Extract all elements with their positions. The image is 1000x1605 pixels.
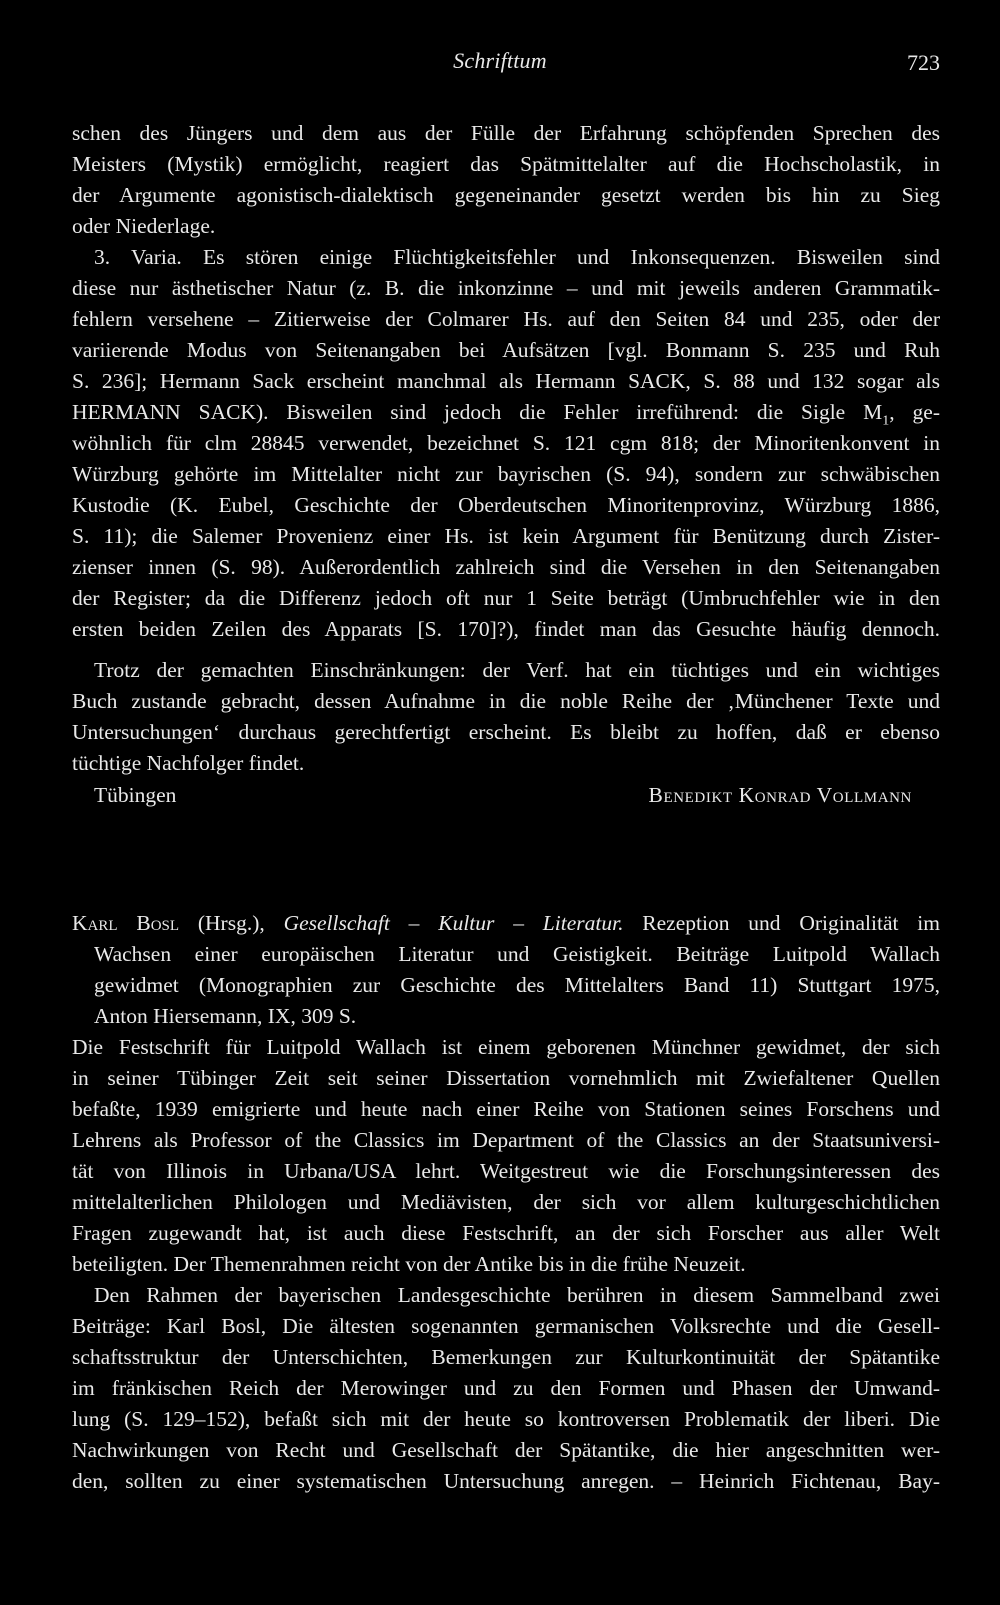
text-line: zienser innen (S. 98). Außerordentlich zahlreich sind die Versehen in den Seitenangaben	[72, 555, 940, 579]
text-line: lung (S. 129–152), befaßt sich mit der heute so kontroversen Problematik der liberi. Die	[72, 1407, 940, 1431]
text-line: diese nur ästhetischer Natur (z. B. die inkonzinne – und mit jeweils anderen Grammatik-	[72, 276, 940, 300]
text-line: fehlern versehene – Zitierweise der Colmarer Hs. auf den Seiten 84 und 235, oder der	[72, 307, 940, 331]
text-line: den, sollten zu einer systematischen Untersuchung anregen. – Heinrich Fichtenau, Bay-	[72, 1469, 940, 1493]
text-segment: , ge-	[889, 400, 941, 424]
text-line: der Register; da die Differenz jedoch oft nur 1 Seite beträgt (Umbruchfehler wie in den	[72, 586, 940, 610]
text-line: beteiligten. Der Themenrahmen reicht von der Antike bis in die frühe Neuzeit.	[72, 1252, 746, 1276]
citation-editor-suffix: (Hrsg.),	[179, 911, 284, 935]
text-line: tät von Illinois in Urbana/USA lehrt. Weitgestreut wie die Forschungsinteressen des	[72, 1159, 940, 1183]
signature-author: Benedikt Konrad Vollmann	[648, 783, 912, 807]
text-line: Buch zustande gebracht, dessen Aufnahme in die noble Reihe der ‚Münchener Texte und	[72, 689, 940, 713]
text-line: in seiner Tübinger Zeit seit seiner Dissertation vornehmlich mit Zwiefaltener Quellen	[72, 1066, 940, 1090]
citation-editor: Karl Bosl	[72, 911, 180, 935]
text-line: S. 11); die Salemer Provenienz einer Hs. ist kein Argument für Benützung durch Zister-	[72, 524, 940, 548]
text-line: im fränkischen Reich der Merowinger und zu den Formen und Phasen der Umwand-	[72, 1376, 940, 1400]
text-line: befaßte, 1939 emigrierte und heute nach einer Reihe von Stationen seines Forschens und	[72, 1097, 940, 1121]
text-line: oder Niederlage.	[72, 214, 216, 238]
text-line: Den Rahmen der bayerischen Landesgeschichte berühren in diesem Sammelband zwei	[94, 1283, 940, 1307]
text-line: Untersuchungen‘ durchaus gerechtfertigt erscheint. Es bleibt zu hoffen, daß er ebenso	[72, 720, 940, 744]
text-line: Würzburg gehörte im Mittelalter nicht zur bayrischen (S. 94), sondern zur schwäbischen	[72, 462, 940, 486]
text-line: Trotz der gemachten Einschränkungen: der Verf. hat ein tüchtiges und ein wichtiges	[94, 658, 940, 682]
citation-line: Anton Hiersemann, IX, 309 S.	[94, 1004, 357, 1028]
text-line: schen des Jüngers und dem aus der Fülle der Erfahrung schöpfenden Sprechen des	[72, 121, 940, 145]
text-line: Die Festschrift für Luitpold Wallach ist einem geborenen Münchner gewidmet, der sich	[72, 1035, 940, 1059]
citation-line: gewidmet (Monographien zur Geschichte des Mittelalters Band 11) Stuttgart 1975,	[94, 973, 940, 997]
text-line: Fragen zugewandt hat, ist auch diese Festschrift, an der sich Forscher aus aller Welt	[72, 1221, 940, 1245]
text-line: variierende Modus von Seitenangaben bei Aufsätzen [vgl. Bonmann S. 235 und Ruh	[72, 338, 940, 362]
text-line: mittelalterlichen Philologen und Mediävisten, der sich vor allem kulturgeschichtlichen	[72, 1190, 940, 1214]
text-line: S. 236]; Hermann Sack erscheint manchmal als Hermann SACK, S. 88 und 132 sogar als	[72, 369, 940, 393]
citation-subtitle: Rezeption und Originalität im	[623, 911, 940, 935]
text-line: Meisters (Mystik) ermöglicht, reagiert das Spätmittelalter auf die Hochscholastik, in	[72, 152, 940, 176]
text-line: ersten beiden Zeilen des Apparats [S. 170]?), findet man das Gesuchte häufig dennoch.	[72, 617, 940, 641]
citation-line	[72, 908, 940, 939]
text-line: Lehrens als Professor of the Classics im Department of the Classics an der Staatsuniversi-	[72, 1128, 940, 1152]
text-line: tüchtige Nachfolger findet.	[72, 751, 305, 775]
text-line: der Argumente agonistisch-dialektisch gegeneinander gesetzt werden bis hin zu Sieg	[72, 183, 940, 207]
page-number: 723	[907, 50, 940, 75]
signature-place: Tübingen	[94, 783, 177, 807]
text-segment: HERMANN SACK). Bisweilen sind jedoch die Fehler irreführend: die Sigle M	[72, 400, 883, 424]
sigle-subscript: 1	[882, 413, 890, 429]
text-line: Kustodie (K. Eubel, Geschichte der Oberdeutschen Minoritenprovinz, Würzburg 1886,	[72, 493, 940, 517]
text-line: 3. Varia. Es stören einige Flüchtigkeitsfehler und Inkonsequenzen. Bisweilen sind	[94, 245, 940, 269]
text-line: schaftsstruktur der Unterschichten, Bemerkungen zur Kulturkontinuität der Spätantike	[72, 1345, 940, 1369]
running-header-title: Schrifttum	[453, 48, 547, 73]
text-line: wöhnlich für clm 28845 verwendet, bezeichnet S. 121 cgm 818; der Minoritenkonvent in	[72, 431, 940, 455]
text-line: Nachwirkungen von Recht und Gesellschaft der Spätantike, die hier angeschnitten wer-	[72, 1438, 940, 1462]
citation-title: Gesellschaft – Kultur – Literatur.	[283, 911, 624, 935]
text-line: Beiträge: Karl Bosl, Die ältesten sogenannten germanischen Volksrechte und die Gesell-	[72, 1314, 940, 1338]
citation-line: Wachsen einer europäischen Literatur und Geistigkeit. Beiträge Luitpold Wallach	[94, 942, 940, 966]
